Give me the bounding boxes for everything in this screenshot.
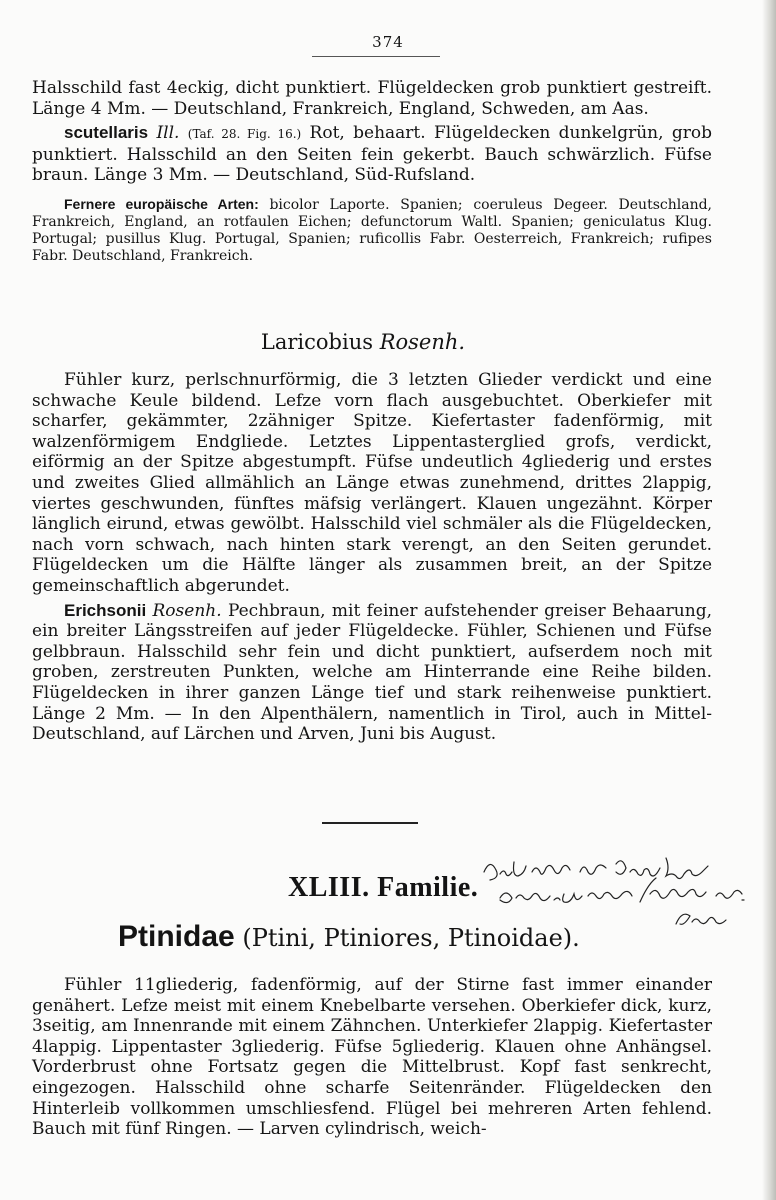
scutellaris-entry xyxy=(32,123,712,186)
fernere-arten-label: Fernere europäische Arten: xyxy=(64,195,259,212)
erichsonii-text: Pechbraun, mit feiner aufstehender greiser Behaarung, ein breiter Längsstreifen auf jeder Flügeldecke. Fühler, Schienen und Füfse gelbbraun. Halsschild sehr fein und dicht punktiert, aufserdem noch mit groben, zerstreuten Punkten, welche am Hinterrande eine Reihe bilden. Flügeldecken in ihrer ganzen Länge tief und stark reihenweise punktiert. Länge 2 Mm. — In den Alpenthälern, namentlich in Tirol, auch in Mittel-Deutschland, auf Lärchen und Arven, Juni bis August. xyxy=(32,600,712,745)
genus-author: Rosenh. xyxy=(379,330,466,354)
page-number: 374 xyxy=(372,33,404,51)
species-name-erichsonii: Erichsonii xyxy=(64,600,147,620)
family-synonyms: (Ptini, Ptiniores, Ptinoidae). xyxy=(242,924,580,952)
page-number-rule xyxy=(312,56,440,57)
genus-name: Laricobius xyxy=(260,330,373,354)
genus-heading xyxy=(0,330,726,354)
plate-reference: (Taf. 28. Fig. 16.) xyxy=(187,127,302,142)
page-edge-shadow xyxy=(762,0,776,1200)
family-name: Ptinidae xyxy=(118,920,235,953)
family-name-heading xyxy=(118,920,580,954)
family-description: Fühler 11gliederig, fadenförmig, auf der Stirne fast immer einander genähert. Lefze meist mit einem Knebelbarte versehen. Oberkiefer dick, kurz, 3seitig, am Innenrande mit einem Zähnchen. Unterkiefer 2lappig. Kiefertaster 4lappig. Lippentaster 3gliederig. Füfse 5gliederig. Klauen ohne Anhängsel. Vorderbrust ohne Fortsatz gegen die Mittelbrust. Kopf fast senkrecht, eingezogen. Halsschild ohne scharfe Seitenränder. Flügeldecken den Hinterleib vollkommen umschliesfend. Flügel bei mehreren Arten fehlend. Bauch mit fünf Ringen. — Larven cylindrisch, weich- xyxy=(32,975,712,1140)
text-column-top xyxy=(32,78,712,265)
text-column-bottom xyxy=(32,975,712,1140)
fernere-arten-paragraph xyxy=(32,196,712,265)
species-name-scutellaris: scutellaris xyxy=(64,123,149,143)
species-author-erichsonii: Rosenh. xyxy=(152,600,222,621)
family-number-heading: XLIII. Familie. xyxy=(288,872,479,903)
erichsonii-entry xyxy=(32,601,712,745)
fernere-arten-text: bicolor Laporte. Spanien; coeruleus Degeer. Deutschland, Frankreich, England, an rotfaulen Eichen; defunctorum Waltl. Spanien; geniculatus Klug. Portugal; pusillus Klug. Portugal, Spanien; ruficollis Fabr. Oesterreich, Frankreich; rufipes Fabr. Deutschland, Frankreich. xyxy=(32,196,712,264)
text-column-middle xyxy=(32,370,712,745)
species-author-scutellaris: Ill. xyxy=(156,123,180,144)
genus-description: Fühler kurz, perlschnurförmig, die 3 letzten Glieder verdickt und eine schwache Keule bildend. Lefze vorn flach ausgebuchtet. Oberkiefer mit scharfer, gekämmter, 2zähniger Spitze. Kiefertaster fadenförmig, mit walzenförmigem Endgliede. Letztes Lippentasterglied grofs, verdickt, eiförmig an der Spitze abgestumpft. Füfse undeutlich 4gliederig und erstes und zweites Glied allmählich an Länge etwas zunehmend, drittes 2lappig, viertes geschwunden, fünftes mäfsig verlängert. Klauen ungezähnt. Körper länglich eirund, etwas gewölbt. Halsschild viel schmäler als die Flügeldecken, nach vorn schwach, nach hinten stark verengt, an den Seiten gerundet. Flügeldecken um die Hälfte länger als zusammen breit, an der Spitze gemeinschaftlich abgerundet. xyxy=(32,370,712,596)
section-divider xyxy=(322,822,418,824)
intro-paragraph: Halsschild fast 4eckig, dicht punktiert. Flügeldecken grob punktiert gestreift. Länge 4 Mm. — Deutschland, Frankreich, England, Schweden, am Aas. xyxy=(32,78,712,119)
scutellaris-text: Rot, behaart. Flügeldecken dunkelgrün, grob punktiert. Halsschild an den Seiten fein gekerbt. Bauch schwärzlich. Füfse braun. Länge 3 Mm. — Deutschland, Süd-Rufsland. xyxy=(32,123,712,186)
